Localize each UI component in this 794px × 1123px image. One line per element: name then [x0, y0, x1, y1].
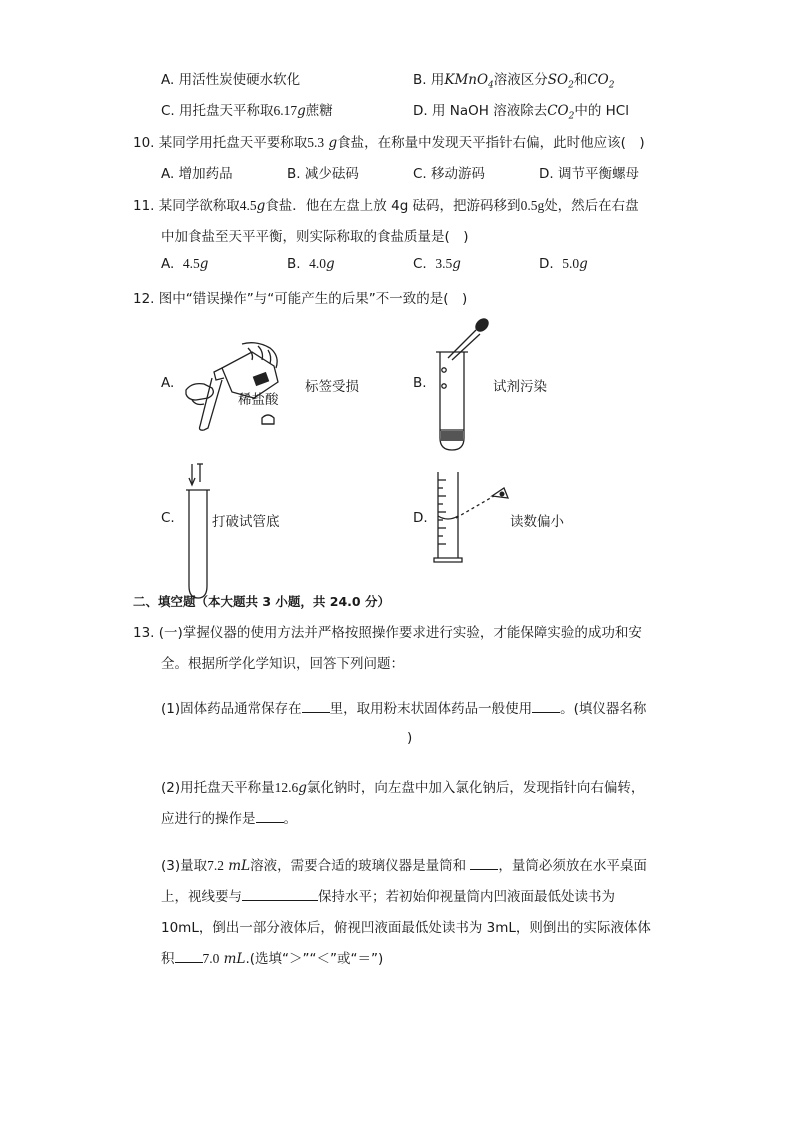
q12-option-d-result: 读数偏小: [510, 514, 564, 530]
answer-blank[interactable]: [470, 857, 498, 870]
q9-option-b: B. 用KMnO$_4$溶液区分$SO_2$和$CO_2$: [413, 72, 615, 91]
q12-option-b-result: 试剂污染: [493, 379, 547, 395]
q9-option-a: A. 用活性炭使硬水软化: [161, 72, 301, 88]
q11-stem-line2: 中加食盐至天平平衡，则实际称取的食盐质量是( ): [161, 229, 469, 245]
graduated-cylinder-reading-illustration: [432, 470, 512, 566]
q13-part3: (3)量取7.2 mL溶液，需要合适的玻璃仪器是量筒和 ，量筒必须放在水平桌面: [161, 858, 647, 874]
q13-part1-close: ): [407, 730, 413, 746]
q11-option-c: C. 3.5g: [413, 256, 461, 272]
answer-blank[interactable]: [532, 700, 560, 713]
dropper-in-tube-illustration: [430, 314, 500, 454]
q13-part3-line4: 积 7.0 mL.(选填“＞”“＜”或“＝”): [161, 951, 384, 967]
answer-blank[interactable]: [302, 700, 330, 713]
q12-option-a-result: 标签受损: [305, 379, 359, 395]
q11-option-b: B. 4.0g: [287, 256, 335, 272]
q9-option-d: D. 用 NaOH 溶液除去$CO_2$中的 HCl: [413, 103, 629, 122]
q10-stem: 10. 某同学用托盘天平要称取5.3 g食盐，在称量中发现天平指针右偏，此时他应该( ): [133, 135, 645, 151]
section-2-title: 二、填空题（本大题共 3 小题，共 24.0 分）: [133, 594, 390, 609]
q12-option-b-label: B.: [413, 375, 427, 391]
q11-option-d: D. 5.0g: [539, 256, 588, 272]
q13-intro-line1: 13. (一)掌握仪器的使用方法并严格按照操作要求进行实验，才能保障实验的成功和安: [133, 625, 642, 641]
q13-part2: (2)用托盘天平称量12.6g氯化钠时，向左盘中加入氯化钠后，发现指针向右偏转，: [161, 780, 645, 796]
q9-option-c: C. 用托盘天平称取6.17g蔗糖: [161, 103, 333, 119]
dropping-solid-into-tube-illustration: [184, 462, 214, 602]
q10-option-a: A. 增加药品: [161, 166, 233, 182]
q12-option-c-result: 打破试管底: [212, 514, 280, 530]
q13-part3-line2: 上，视线要与 保持水平；若初始仰视量筒内凹液面最低处读书为: [161, 889, 615, 905]
answer-blank[interactable]: [175, 950, 203, 963]
pouring-acid-illustration: [182, 338, 292, 430]
answer-blank[interactable]: [256, 810, 284, 823]
q13-part2-line2: 应进行的操作是 。: [161, 811, 297, 827]
q12-option-d-label: D.: [413, 510, 428, 526]
q13-intro-line2: 全。根据所学化学知识，回答下列问题：: [161, 656, 404, 672]
q10-option-d: D. 调节平衡螺母: [539, 166, 639, 182]
q12-option-c-label: C.: [161, 510, 175, 526]
q13-part3-line3: 10mL，倒出一部分液体后，俯视凹液面最低处读书为 3mL，则倒出的实际液体体: [161, 920, 651, 936]
q10-option-c: C. 移动游码: [413, 166, 486, 182]
q11-option-a: A. 4.5g: [161, 256, 209, 272]
q10-option-b: B. 减少砝码: [287, 166, 359, 182]
q12-option-a-label: A.: [161, 375, 175, 391]
answer-blank[interactable]: [242, 888, 318, 901]
dilute-hcl-bottle-label: 稀盐酸: [238, 392, 279, 408]
q11-stem-line1: 11. 某同学欲称取4.5g食盐．他在左盘上放 4g 砝码，把游码移到0.5g处，然后在右盘: [133, 198, 639, 214]
q13-part1: (1)固体药品通常保存在 里，取用粉末状固体药品一般使用 。(填仪器名称: [161, 701, 647, 717]
q12-stem: 12. 图中“错误操作”与“可能产生的后果”不一致的是( ): [133, 291, 468, 307]
